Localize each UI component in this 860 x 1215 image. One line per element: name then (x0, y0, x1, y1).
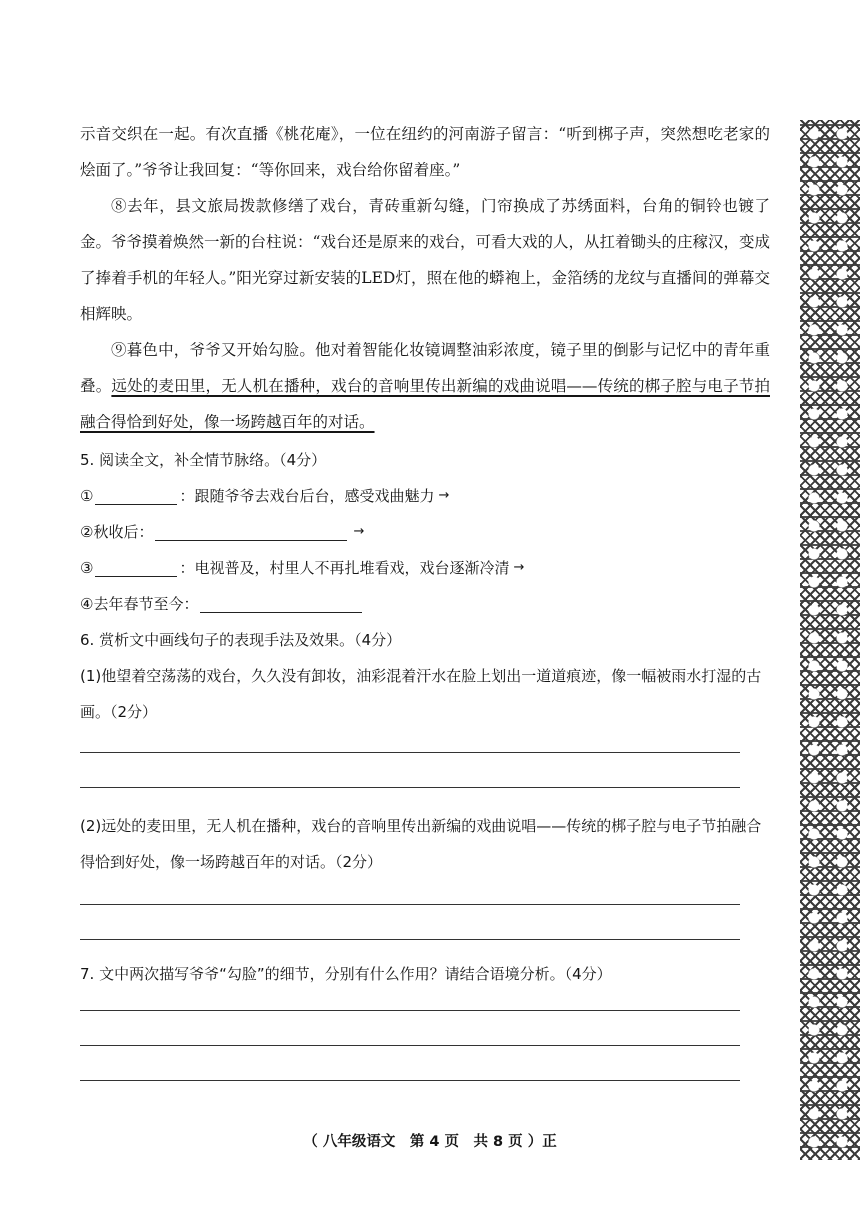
arrow-icon: → (353, 524, 365, 539)
plot-item-3-text: ：电视普及，村里人不再扎堆看戏，戏台逐渐冷清 (179, 559, 510, 577)
plot-item-1-prefix: ① (80, 487, 94, 505)
answer-blank-4[interactable] (200, 596, 362, 613)
passage-paragraph-9 (80, 332, 770, 440)
arrow-icon: → (438, 488, 450, 503)
plot-item-4 (80, 586, 770, 622)
plot-item-3 (80, 550, 770, 586)
plot-item-2 (80, 514, 770, 550)
plot-item-4-prefix: ④去年春节至今： (80, 595, 199, 613)
content-area (80, 116, 770, 1081)
question-7-title: 7. 文中两次描写爷爷“勾脸”的细节，分别有什么作用？请结合语境分析。（4分） (80, 965, 612, 983)
question-5-title: 5. 阅读全文，补全情节脉络。（4分） (80, 451, 327, 469)
arrow-icon: → (513, 560, 525, 575)
decorative-border-pattern (800, 120, 860, 1160)
underlined-sentence: 远处的麦田里，无人机在播种，戏台的音响里传出新编的戏曲说唱——传统的梆子腔与电子节拍融合得恰到好处，像一场跨越百年的对话。 (80, 377, 770, 431)
question-6-sub-1: (1)他望着空荡荡的戏台，久久没有卸妆，油彩混着汗水在脸上划出一道道痕迹，像一幅被雨水打湿的古画。（2分） (80, 667, 762, 721)
answer-line[interactable] (80, 1080, 740, 1081)
plot-item-3-prefix: ③ (80, 559, 94, 577)
question-6-title: 6. 赏析文中画线句子的表现手法及效果。（4分） (80, 631, 402, 649)
paragraph-9-text: ⑨暮色中，爷爷又开始勾脸。他对着智能化妆镜调整油彩浓度，镜子里的倒影与记忆中的青年重叠。 (80, 341, 770, 395)
plot-item-1-text: ：跟随爷爷去戏台后台，感受戏曲魅力 (179, 487, 435, 505)
plot-item-2-prefix: ②秋收后： (80, 523, 154, 541)
passage-paragraph-continued: 示音交织在一起。有次直播《桃花庵》，一位在纽约的河南游子留言：“听到梆子声，突然想吃老家的烩面了。”爷爷让我回复：“等你回来，戏台给你留着座。” (80, 125, 770, 179)
question-6-sub-2: (2)远处的麦田里，无人机在播种，戏台的音响里传出新编的戏曲说唱——传统的梆子腔与电子节拍融合得恰到好处，像一场跨越百年的对话。（2分） (80, 817, 762, 871)
passage-paragraph-8: ⑧去年，县文旅局拨款修缮了戏台，青砖重新勾缝，门帘换成了苏绣面料，台角的铜铃也镀了金。爷爷摸着焕然一新的台柱说：“戏台还是原来的戏台，可看大戏的人，从扛着锄头的庄稼汉，变成了捧着手机的年轻人。”阳光穿过新安装的LED灯，照在他的蟒袍上，金箔绣的龙纹与直播间的弹幕交相辉映。 (80, 197, 770, 323)
page-footer: （ 八年级语文 第 4 页 共 8 页 ）正 (303, 1134, 557, 1150)
answer-blank-1[interactable] (95, 488, 177, 505)
answer-blank-3[interactable] (95, 560, 177, 577)
plot-item-1 (80, 478, 770, 514)
answer-blank-2[interactable] (155, 524, 347, 541)
